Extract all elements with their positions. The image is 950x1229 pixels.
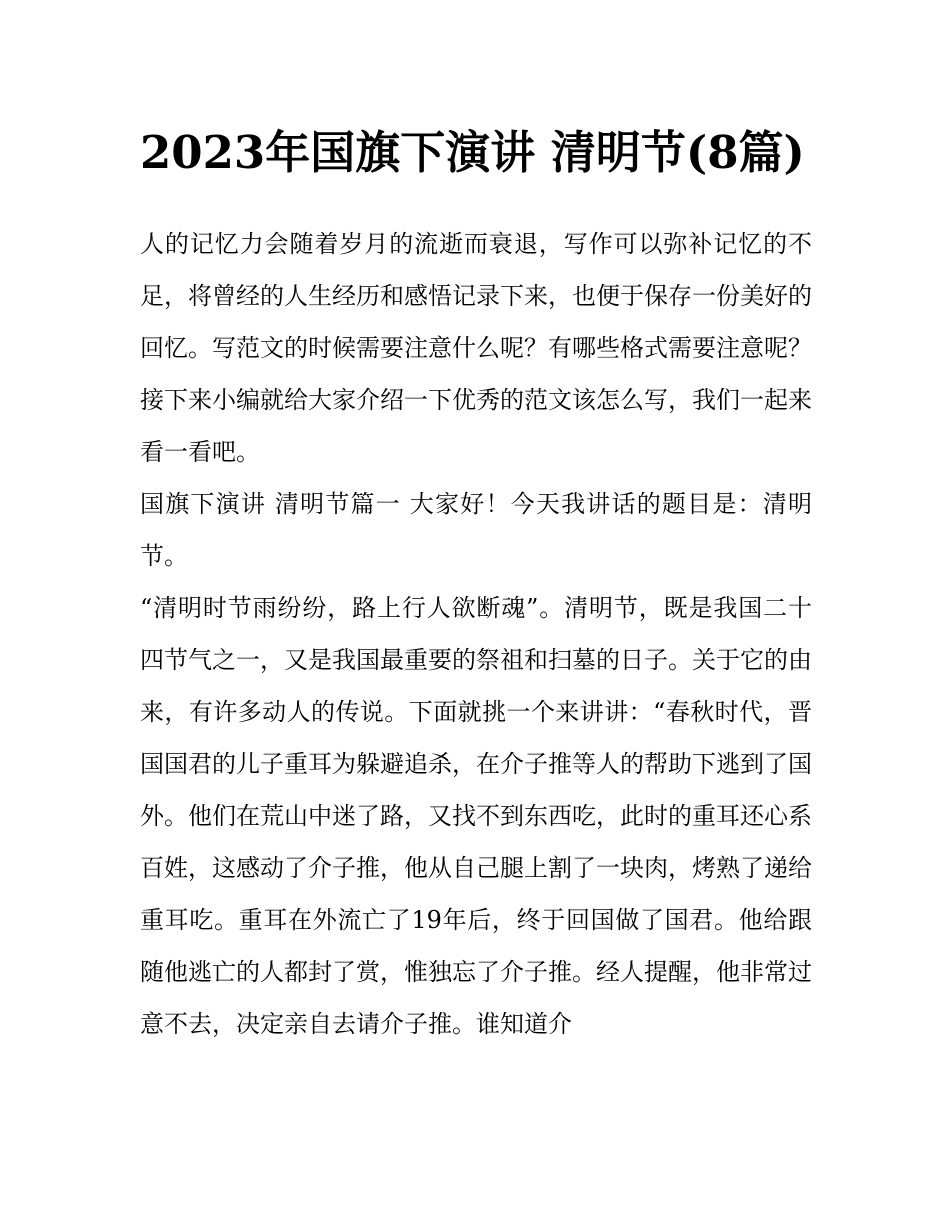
intro-paragraph: 人的记忆力会随着岁月的流逝而衰退，写作可以弥补记忆的不足，将曾经的人生经历和感悟记录下来，也便于保存一份美好的回忆。写范文的时候需要注意什么呢？有哪些格式需要注意呢？接下来小编就给大家介绍一下优秀的范文该怎么写，我们一起来看一看吧。	[140, 230, 812, 466]
speech-body-paragraph: “清明时节雨纷纷，路上行人欲断魂”。清明节，既是我国二十四节气之一，又是我国最重要的祭祖和扫墓的日子。关于它的由来，有许多动人的传说。下面就挑一个来讲讲：“春秋时代，晋国国君的儿子重耳为躲避追杀，在介子推等人的帮助下逃到了国外。他们在荒山中迷了路，又找不到东西吃，此时的重耳还心系百姓，这感动了介子推，他从自己腿上割了一块肉，烤熟了递给重耳吃。重耳在外流亡了19年后，终于回国做了国君。他给跟随他逃亡的人都封了赏，惟独忘了介子推。经人提醒，他非常过意不去，决定亲自去请介子推。谁知道介	[140, 594, 812, 1038]
speech-heading-paragraph: 国旗下演讲 清明节篇一 大家好！今天我讲话的题目是：清明节。	[140, 490, 812, 570]
document-title: 2023年国旗下演讲 清明节(8篇)	[140, 126, 805, 179]
document-page	[140, 118, 812, 1050]
